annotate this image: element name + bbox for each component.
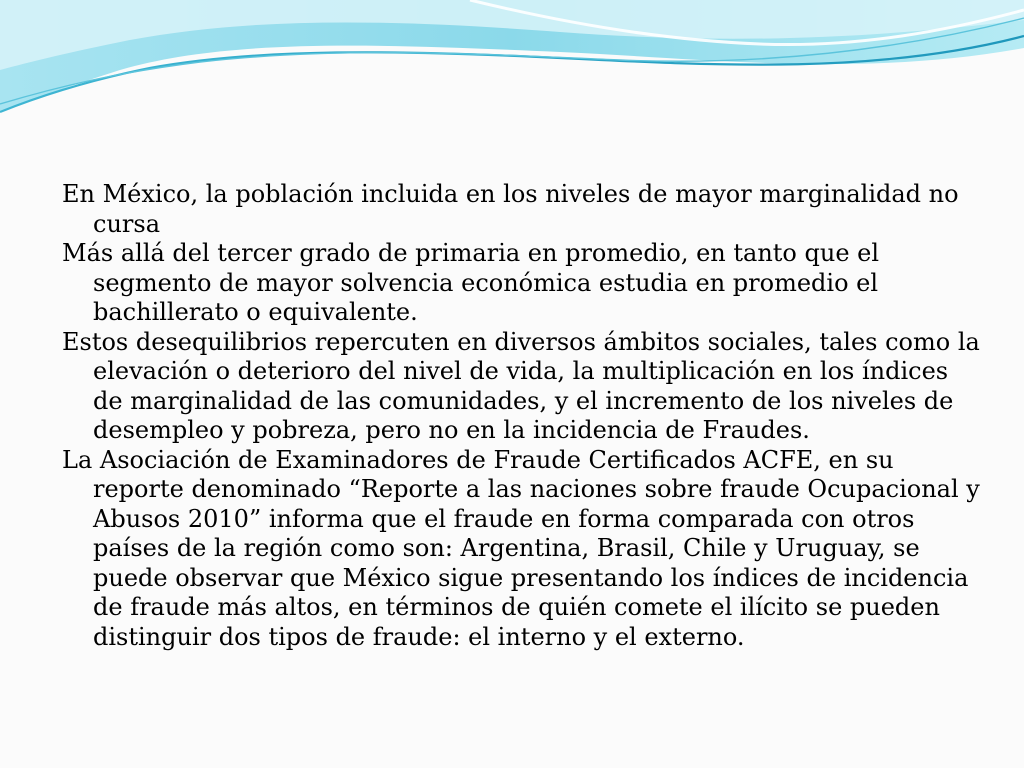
body-text <box>62 180 982 652</box>
paragraph-3: Estos desequilibrios repercuten en diversos ámbitos sociales, tales como la elevación o deterioro del nivel de vida, la multiplicación en los índices de marginalidad de las comunidades, y el incremento de los niveles de desempleo y pobreza, pero no en la incidencia de Fraudes. <box>62 327 980 444</box>
paragraph-2: Más allá del tercer grado de primaria en promedio, en tanto que el segmento de mayor solvencia económica estudia en promedio el bachillerato o equivalente. <box>62 239 880 326</box>
decorative-wave-header <box>0 0 1024 130</box>
paragraph-4: La Asociación de Examinadores de Fraude Certificados ACFE, en su reporte denominado “Reporte a las naciones sobre fraude Ocupacional y Abusos 2010” informa que el fraude en forma comparada con otros países de la región como son: Argentina, Brasil, Chile y Uruguay, se puede observar que México sigue presentando los índices de incidencia de fraude más altos, en términos de quién comete el ilícito se pueden distinguir dos tipos de fraude: el interno y el externo. <box>62 445 980 651</box>
paragraph-1: En México, la población incluida en los niveles de mayor marginalidad no cursa <box>62 180 959 238</box>
